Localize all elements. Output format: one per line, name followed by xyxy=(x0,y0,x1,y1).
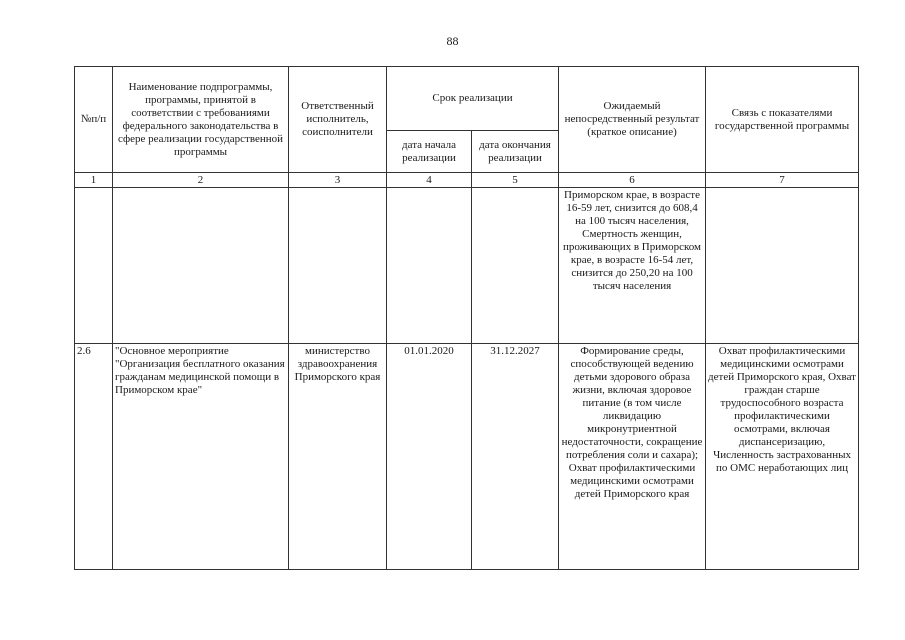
header-end: дата окончания реализации xyxy=(472,131,559,173)
header-period: Срок реализации xyxy=(387,67,559,131)
header-start: дата начала реализации xyxy=(387,131,472,173)
page-number: 88 xyxy=(446,34,459,48)
header-row xyxy=(75,67,859,131)
header-name: Наименование подпрограммы, программы, принятой в соответствии с требованиями федерального законодательства в сфере реализации государственной программы xyxy=(113,67,289,173)
program-table xyxy=(74,66,859,570)
table-row xyxy=(75,344,859,570)
row-executor: министерство здравоохранения Приморского края xyxy=(289,344,387,570)
column-number: 4 xyxy=(387,173,472,188)
row-end xyxy=(472,188,559,344)
row-link xyxy=(706,188,859,344)
row-name: "Основное мероприятие "Организация бесплатного оказания гражданам медицинской помощи в Приморском крае" xyxy=(113,344,289,570)
column-number: 7 xyxy=(706,173,859,188)
column-number: 2 xyxy=(113,173,289,188)
column-number: 1 xyxy=(75,173,113,188)
row-start: 01.01.2020 xyxy=(387,344,472,570)
column-numbers-row xyxy=(75,173,859,188)
row-start xyxy=(387,188,472,344)
row-num xyxy=(75,188,113,344)
column-number: 6 xyxy=(559,173,706,188)
header-num: №п/п xyxy=(75,67,113,173)
row-result: Приморском крае, в возрасте 16-59 лет, снизится до 608,4 на 100 тысяч населения, Смертность женщин, проживающих в Приморском крае, в возрасте 16-54 лет, снизится до 250,20 на 100 тысяч населения xyxy=(559,188,706,344)
row-name xyxy=(113,188,289,344)
header-result: Ожидаемый непосредственный результат (краткое описание) xyxy=(559,67,706,173)
row-link: Охват профилактическими медицинскими осмотрами детей Приморского края, Охват граждан старше трудоспособного возраста профилактическими осмотрами, включая диспансеризацию, Численность застрахованных по ОМС неработающих лиц xyxy=(706,344,859,570)
row-end: 31.12.2027 xyxy=(472,344,559,570)
row-result: Формирование среды, способствующей ведению детьми здорового образа жизни, включая здоровое питание (в том числе ликвидацию микронутриентной недостаточности, сокращение потребления соли и сахара); Охват профилактическими медицинскими осмотрами детей Приморского края xyxy=(559,344,706,570)
column-number: 3 xyxy=(289,173,387,188)
header-link: Связь с показателями государственной программы xyxy=(706,67,859,173)
header-executor: Ответственный исполнитель, соисполнители xyxy=(289,67,387,173)
row-num: 2.6 xyxy=(75,344,113,570)
row-executor xyxy=(289,188,387,344)
column-number: 5 xyxy=(472,173,559,188)
table-row xyxy=(75,188,859,344)
